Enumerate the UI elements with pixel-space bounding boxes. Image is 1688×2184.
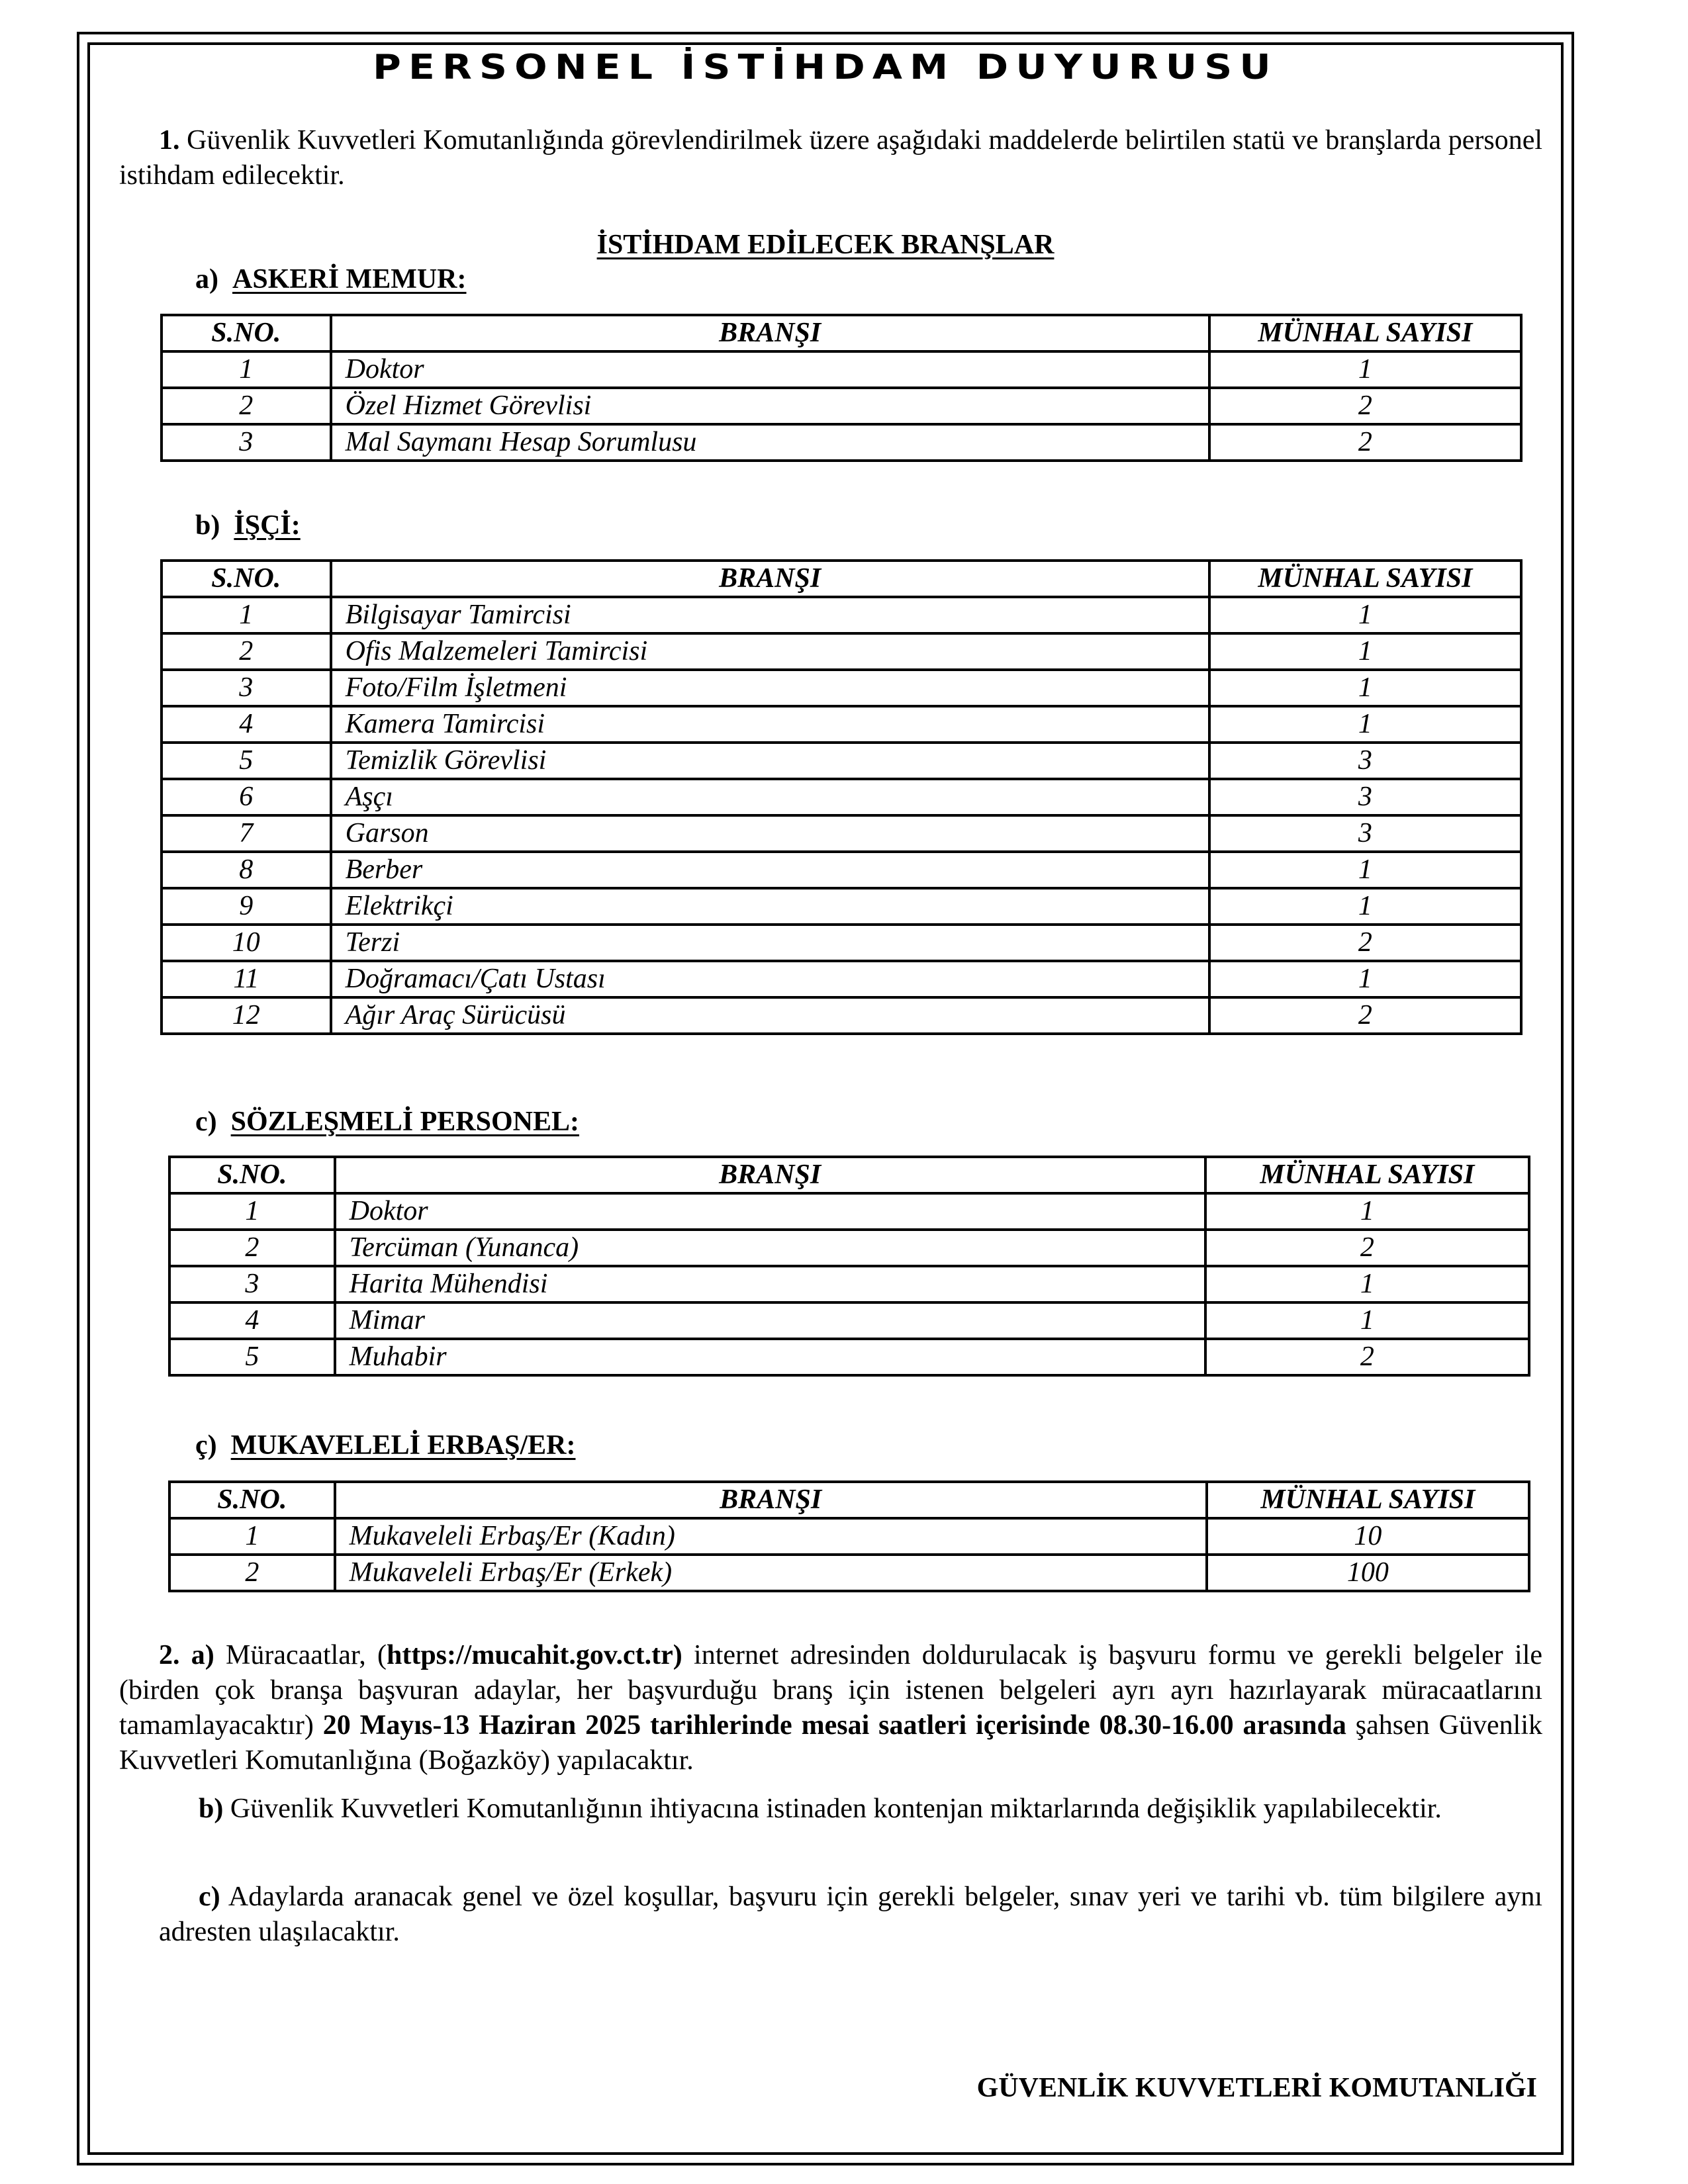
header-munhal: MÜNHAL SAYISI [1205, 1157, 1529, 1193]
table-sozlesmeli-personel [168, 1156, 1530, 1377]
header-sno: S.NO. [162, 561, 331, 597]
table-row: 11 Doğramacı/Çatı Ustası 1 [162, 961, 1521, 997]
table-mukaveleli-erbas [168, 1480, 1530, 1592]
table-isci [160, 559, 1523, 1035]
header-brans: BRANŞI [331, 315, 1209, 351]
application-dates: 20 Mayıs-13 Haziran 2025 tarihlerinde mesai saatleri içerisinde 08.30-16.00 arasında [322, 1710, 1346, 1741]
table-row: 3 Harita Mühendisi 1 [169, 1266, 1529, 1302]
table-row: 2 Mukaveleli Erbaş/Er (Erkek) 100 [169, 1555, 1529, 1591]
header-munhal: MÜNHAL SAYISI [1209, 315, 1521, 351]
header-sno: S.NO. [169, 1482, 335, 1518]
header-sno: S.NO. [169, 1157, 335, 1193]
table-row: 5 Muhabir 2 [169, 1339, 1529, 1375]
table-row: 1 Mukaveleli Erbaş/Er (Kadın) 10 [169, 1518, 1529, 1555]
table-row: 1 Doktor 1 [162, 351, 1521, 388]
para-2a-label: 2. a) [159, 1640, 214, 1670]
table-row: 8 Berber 1 [162, 852, 1521, 888]
header-munhal: MÜNHAL SAYISI [1207, 1482, 1529, 1518]
branches-heading: İSTİHDAM EDİLECEK BRANŞLAR [596, 230, 1055, 260]
table-row: 7 Garson 3 [162, 815, 1521, 852]
section-b-label: b) İŞÇİ: [195, 510, 301, 541]
paragraph-2a: 2. a) Müracaatlar, (https://mucahit.gov.ct.tr) internet adresinden doldurulacak iş başvuru formu ve gerekli belgeler ile (birden çok branşa başvuran adaylar, her başvurduğu branş için istenen belgeleri ayrı ayrı hazırlayarak müracaatlarını tamamlayacaktır) 20 Mayıs-13 Haziran 2025 tarihlerinde mesai saatleri içerisinde 08.30-16.00 arasında şahsen Güvenlik Kuvvetleri Komutanlığına (Boğazköy) yapılacaktır. [119, 1640, 1543, 1776]
table-header-row [162, 561, 1521, 597]
header-munhal: MÜNHAL SAYISI [1209, 561, 1521, 597]
para-2c-label: c) [199, 1882, 220, 1912]
table-row: 2 Ofis Malzemeleri Tamircisi 1 [162, 633, 1521, 670]
intro-text: Güvenlik Kuvvetleri Komutanlığında görevlendirilmek üzere aşağıdaki maddelerde belirtilen statü ve branşlarda personel istihdam edilecektir. [119, 125, 1543, 191]
document-title: PERSONEL İSTİHDAM DUYURUSU [373, 48, 1278, 87]
table-row: 5 Temizlik Görevlisi 3 [162, 743, 1521, 779]
table-header-row [169, 1157, 1529, 1193]
table-row: 10 Terzi 2 [162, 925, 1521, 961]
table-row: 4 Mimar 1 [169, 1302, 1529, 1339]
section-cc-label: ç) MUKAVELELİ ERBAŞ/ER: [195, 1430, 576, 1461]
paragraph-2c: c) Adaylarda aranacak genel ve özel koşullar, başvuru için gerekli belgeler, sınav yeri ve tarihi vb. tüm bilgilere aynı adresten ulaşılacaktır. [159, 1882, 1543, 1947]
header-brans: BRANŞI [331, 561, 1209, 597]
table-header-row [162, 315, 1521, 351]
table-row: 2 Özel Hizmet Görevlisi 2 [162, 388, 1521, 424]
table-row: 3 Foto/Film İşletmeni 1 [162, 670, 1521, 706]
table-row: 2 Tercüman (Yunanca) 2 [169, 1230, 1529, 1266]
paragraph-2b: b) Güvenlik Kuvvetleri Komutanlığının ihtiyacına istinaden kontenjan miktarlarında değişiklik yapılabilecektir. [199, 1794, 1442, 1824]
table-askeri-memur [160, 314, 1523, 462]
intro-number: 1. [159, 125, 180, 156]
application-url: https://mucahit.gov.ct.tr) [386, 1640, 682, 1670]
table-header-row [169, 1482, 1529, 1518]
table-row: 1 Doktor 1 [169, 1193, 1529, 1230]
table-row: 4 Kamera Tamircisi 1 [162, 706, 1521, 743]
section-c-label: c) SÖZLEŞMELİ PERSONEL: [195, 1107, 579, 1137]
intro-paragraph [119, 123, 1542, 193]
para-2b-label: b) [199, 1794, 224, 1824]
signature: GÜVENLİK KUVVETLERİ KOMUTANLIĞI [976, 2073, 1537, 2103]
table-row: 9 Elektrikçi 1 [162, 888, 1521, 925]
section-a-label: a) ASKERİ MEMUR: [195, 264, 467, 295]
table-row: 3 Mal Saymanı Hesap Sorumlusu 2 [162, 424, 1521, 461]
table-row: 1 Bilgisayar Tamircisi 1 [162, 597, 1521, 633]
table-row: 12 Ağır Araç Sürücüsü 2 [162, 997, 1521, 1034]
header-brans: BRANŞI [335, 1482, 1207, 1518]
header-sno: S.NO. [162, 315, 331, 351]
header-brans: BRANŞI [335, 1157, 1205, 1193]
table-row: 6 Aşçı 3 [162, 779, 1521, 815]
